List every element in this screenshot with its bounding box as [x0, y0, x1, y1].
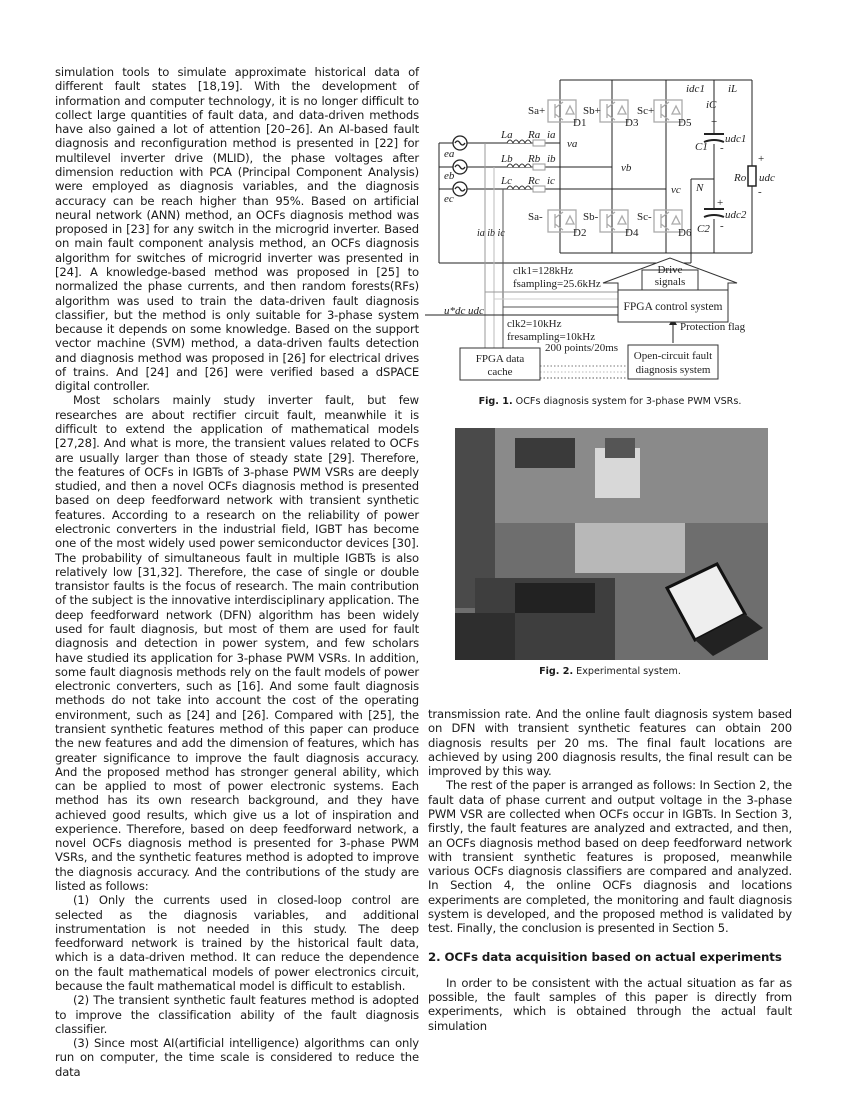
label-lb: Lb — [501, 153, 513, 165]
caption-text: Experimental system. — [576, 666, 681, 677]
section-heading: 2. OCFs data acquisition based on actual experiments — [428, 949, 782, 964]
caption-label: Fig. 2. — [539, 666, 574, 677]
label-d4: D4 — [625, 227, 639, 239]
caption-text: OCFs diagnosis system for 3-phase PWM VSRs. — [515, 396, 742, 407]
label-plus: + — [711, 116, 718, 128]
label-sc-plus: Sc+ — [637, 105, 655, 117]
label-c2: C2 — [697, 223, 710, 235]
label-cache: cache — [487, 366, 513, 378]
label-udc2: udc2 — [725, 209, 747, 221]
contribution-3: (3) Since most AI(artificial intelligence) algorithms can only run on computer, the time scale is considered to reduce the data — [55, 1036, 419, 1079]
label-ib: ib — [547, 153, 556, 165]
label-va: va — [567, 138, 578, 150]
label-ic-cap: iC — [706, 99, 717, 111]
label-udc-meas: udc — [468, 305, 484, 317]
label-ro: Ro — [734, 172, 747, 184]
label-n: N — [696, 182, 704, 194]
paragraph: transmission rate. And the online fault diagnosis system based on DFN with transient synthetic features can obtain 200 diagnosis results per 20 ms. The final fault locations are achieved by using 200 diagnosis results, the final result can be improved by this way. — [428, 707, 792, 779]
label-fpga-cache: FPGA data — [475, 353, 525, 365]
figure-1-caption — [428, 396, 792, 407]
label-plus: + — [758, 153, 765, 165]
label-diag-system: diagnosis system — [635, 364, 711, 376]
igbt-switch-icons — [548, 100, 682, 232]
label-fresampling: fresampling=10kHz — [507, 331, 596, 343]
label-drive: Drive — [657, 264, 683, 276]
label-ocf-diag: Open-circuit fault — [633, 350, 713, 362]
label-vc: vc — [671, 184, 681, 196]
left-column — [55, 65, 419, 1079]
paragraph: simulation tools to simulate approximate historical data of different fault states [18,19]. With the development of information and computer technology, it is no longer difficult to collect large quantities of fault data, and data-driven methods have also gained a lot of attention [20–26]. An AI-based fault diagnosis and reconfiguration method is presented in [22] for multilevel inverter drive (MLID), the phase voltages after dimension reduction with PCA (Principal Component Analysis) were employed as diagnosis variables, and the diagnosis accuracy can be reach higher than 95%. Based on artificial neural network (ANN) method, an OCFs diagnosis method was proposed in [23] for any switch in the microgrid inverter. Based on main fault component analysis method, an OCFs diagnosis algorithm for switches of microgrid inverter was presented in [24]. A knowledge-based method was proposed in [25] to normalized the phase currents, and then random forests(RFs) algorithm was used to train the data-driven fault diagnosis classifier, but the method is only suitable for 3-phase system because it depends on some knowledge. Based on the support vector machine (SVM) method, a data-driven faults detection and diagnosis method was proposed in [26] for electrical drives of trains. And [24] and [26] were verified based a dSPACE digital controller. — [55, 65, 419, 394]
label-vb: vb — [621, 162, 632, 174]
label-clk2: clk2=10kHz — [507, 318, 562, 330]
label-ea: ea — [444, 148, 455, 160]
label-plus: + — [717, 197, 724, 209]
figure-1-circuit-diagram — [425, 78, 797, 386]
label-lc: Lc — [501, 175, 512, 187]
label-sc-minus: Sc- — [637, 211, 652, 223]
figure-2-experimental-photo — [455, 428, 768, 660]
label-sb-minus: Sb- — [583, 211, 599, 223]
label-d2: D2 — [573, 227, 587, 239]
label-d6: D6 — [678, 227, 692, 239]
ac-source-icons — [453, 136, 467, 196]
label-points: 200 points/20ms — [545, 342, 619, 354]
label-idc1: idc1 — [686, 83, 705, 95]
label-ec: ec — [444, 193, 454, 205]
label-sa-minus: Sa- — [528, 211, 543, 223]
label-sensed-currents: ia ib ic — [477, 228, 505, 239]
label-protection-flag: Protection flag — [680, 321, 746, 333]
label-il: iL — [728, 83, 738, 95]
paragraph: The rest of the paper is arranged as follows: In Section 2, the fault data of phase current and output voltage in the 3-phase PWM VSR are collected when OCFs occur in IGBTs. In Section 3, firstly, the fault features are analyzed and extracted, and then, an OCFs diagnosis method based on deep feedforward network with transient synthetic features is proposed, meanwhile various OCFs diagnosis classifiers are compared and analyzed. In Section 4, the online OCFs diagnosis and locations experiments are completed, the monitoring and fault diagnosis system is developed, and the proposed method is validated by test. Finally, the conclusion is presented in Section 5. — [428, 778, 792, 936]
label-c1: C1 — [695, 141, 708, 153]
label-ia: ia — [547, 129, 556, 141]
label-ic: ic — [547, 175, 555, 187]
label-fpga-control: FPGA control system — [623, 301, 723, 313]
label-fsampling: fsampling=25.6kHz — [513, 278, 601, 290]
right-column — [428, 707, 792, 1033]
label-eb: eb — [444, 170, 455, 182]
label-ra: Ra — [528, 129, 541, 141]
label-la: La — [501, 129, 513, 141]
load-resistor-icon — [748, 166, 756, 186]
label-sa-plus: Sa+ — [528, 105, 546, 117]
label-signals: signals — [654, 276, 686, 288]
label-rb: Rb — [528, 153, 541, 165]
label-minus: - — [758, 186, 762, 198]
label-d1: D1 — [573, 117, 587, 129]
caption-label: Fig. 1. — [478, 396, 513, 407]
contribution-1: (1) Only the currents used in closed-loop control are selected as the diagnosis variables, and additional instrumentation is not needed in this study. The deep feedforward network is trained by the historical fault data, which is a data-driven method. It can reduce the dependence on the fault mathematical models of power electronics circuit, because the fault mathematical model is difficult to establish. — [55, 893, 419, 993]
label-sb-plus: Sb+ — [583, 105, 601, 117]
label-d3: D3 — [625, 117, 639, 129]
figure-2-caption — [428, 666, 792, 677]
label-udc1: udc1 — [725, 133, 747, 145]
label-udc: udc — [759, 172, 775, 184]
label-udc-ref: u*dc — [444, 305, 466, 317]
label-clk1: clk1=128kHz — [513, 265, 573, 277]
paragraph: In order to be consistent with the actual situation as far as possible, the fault samples of this paper is directly from experiments, which is obtained through the actual fault simulation — [428, 975, 792, 1033]
contribution-2: (2) The transient synthetic fault features method is adopted to improve the classification ability of the fault diagnosis classifier. — [55, 993, 419, 1036]
label-minus: - — [720, 220, 724, 232]
paragraph: Most scholars mainly study inverter fault, but few researches are about rectifier circuit fault, meanwhile it is difficult to extend the application of mathematical models [27,28]. And what is more, the transient values related to OCFs are usually larger than those of steady state [29]. Therefore, the features of OCFs in IGBTs of 3-phase PWM VSRs are deeply studied, and then a novel OCFs diagnosis method is presented based on deep feedforward network with transient synthetic features. According to a research on the reliability of power electronic converters in the industrial field, IGBT has become one of the most widely used power semiconductor devices [30]. The probability of simultaneous fault in multiple IGBTs is also relatively low [31,32]. Therefore, the case of single or double transistor faults is the focus of research. The main contribution of the subject is the innovative interdisciplinary application. The deep feedforward network (DFN) algorithm has been widely used for fault diagnosis, but most of them are used for fault diagnosis and detection in power system, and few scholars have studied its application for 3-phase PWM VSRs. In addition, some fault diagnosis methods rely on the fault models of power electronic converters, such as [16]. And some fault diagnosis methods do not take into account the cost of the operating environment, such as [24] and [26]. Compared with [25], the transient synthetic features method of this paper can produce the new features and add the dimension of features, which has greater significance to improve the fault diagnosis accuracy. And the proposed method has stronger general ability, which can be applied to most of power electronic systems. Each method has its own research background, and they have achieved good results, which give us a lot of inspiration and experience. Therefore, based on deep feedforward network, a novel OCFs diagnosis method is presented for 3-phase PWM VSRs, and the synthetic features method is adopted to improve the diagnosis accuracy. And the contributions of the study are listed as follows: — [55, 393, 419, 894]
label-rc: Rc — [528, 175, 540, 187]
label-d5: D5 — [678, 117, 692, 129]
label-minus: - — [720, 142, 724, 154]
